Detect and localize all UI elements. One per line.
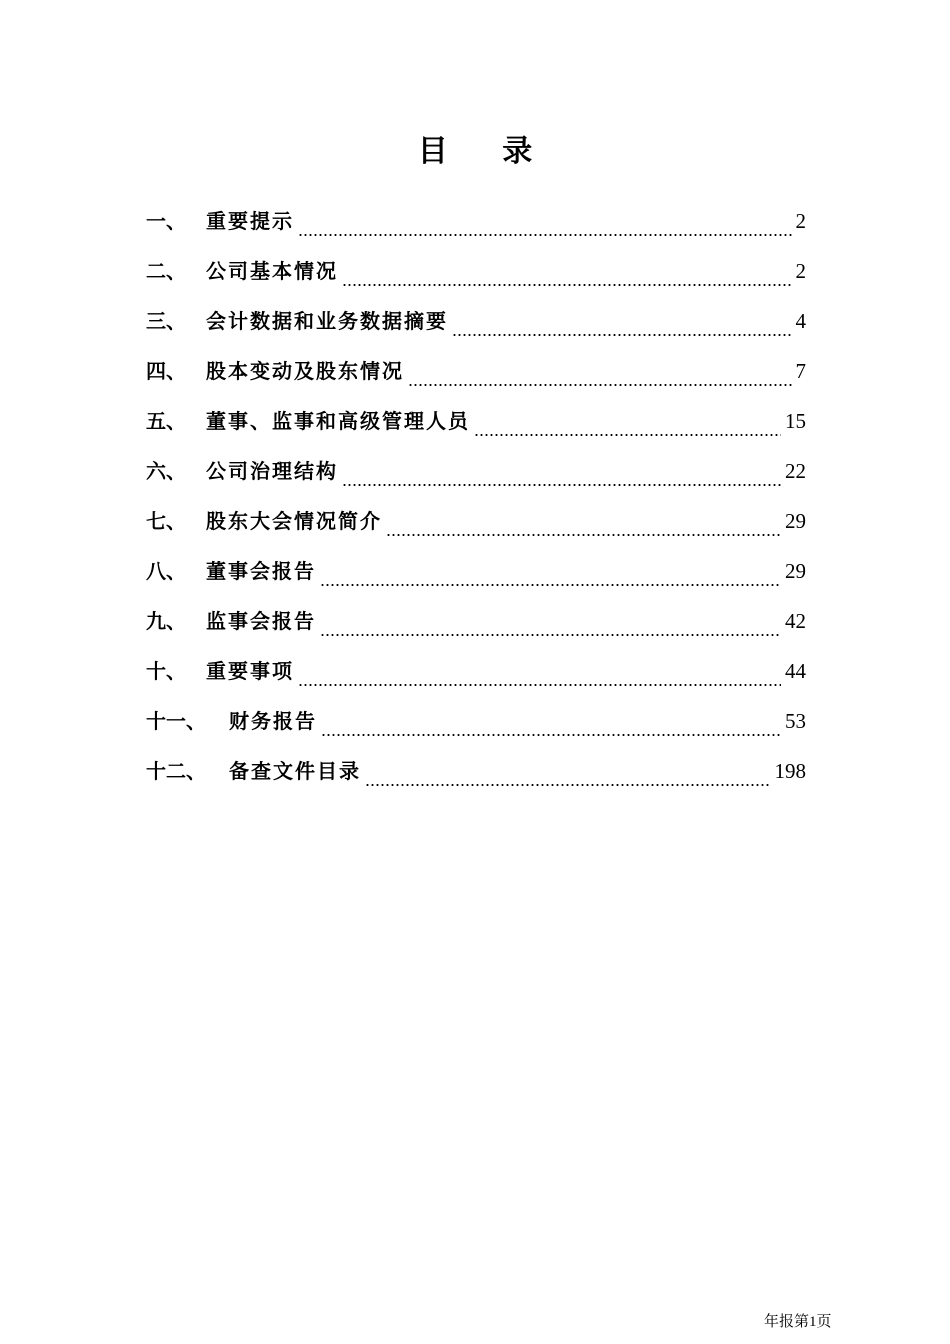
dot-leader — [342, 467, 781, 487]
toc-entry-page: 29 — [785, 559, 806, 583]
toc-entry-number: 十一、 — [146, 709, 206, 733]
toc-entry[interactable] — [146, 496, 806, 546]
page-title: 目 录 — [417, 134, 555, 169]
toc-entry-number: 十、 — [146, 659, 186, 683]
toc-entry[interactable] — [146, 696, 806, 746]
dot-leader — [474, 417, 781, 437]
toc-entry-number: 一、 — [146, 209, 186, 233]
dot-leader — [320, 617, 781, 637]
dot-leader — [386, 517, 781, 537]
dot-leader — [320, 567, 781, 587]
toc-entry-number: 四、 — [146, 359, 186, 383]
toc-entry-page: 198 — [774, 759, 806, 783]
toc-entry[interactable] — [146, 746, 806, 796]
toc-entry-page: 2 — [795, 209, 806, 233]
toc-entry-label: 重要事项 — [206, 659, 294, 683]
toc-entry-label: 监事会报告 — [206, 609, 316, 633]
table-of-contents — [146, 196, 806, 796]
toc-entry-label: 股东大会情况简介 — [206, 509, 382, 533]
toc-entry[interactable] — [146, 246, 806, 296]
toc-entry[interactable] — [146, 596, 806, 646]
toc-entry[interactable] — [146, 296, 806, 346]
toc-entry[interactable] — [146, 546, 806, 596]
dot-leader — [452, 317, 792, 337]
toc-entry-label: 公司基本情况 — [206, 259, 338, 283]
toc-entry[interactable] — [146, 446, 806, 496]
toc-entry[interactable] — [146, 346, 806, 396]
toc-entry-page: 2 — [795, 259, 806, 283]
toc-entry-page: 42 — [785, 609, 806, 633]
toc-entry-number: 六、 — [146, 459, 186, 483]
toc-entry-page: 15 — [785, 409, 806, 433]
toc-entry-page: 7 — [795, 359, 806, 383]
dot-leader — [365, 767, 771, 787]
page-number-footer: 年报第1页 — [764, 1314, 832, 1330]
toc-entry-page: 4 — [795, 309, 806, 333]
toc-entry-label: 财务报告 — [229, 709, 317, 733]
toc-entry-number: 三、 — [146, 309, 186, 333]
dot-leader — [342, 267, 792, 287]
dot-leader — [298, 217, 792, 237]
toc-entry[interactable] — [146, 396, 806, 446]
toc-entry-number: 十二、 — [146, 759, 206, 783]
toc-entry-label: 董事会报告 — [206, 559, 316, 583]
toc-entry-label: 董事、监事和高级管理人员 — [206, 409, 470, 433]
toc-entry-page: 53 — [785, 709, 806, 733]
dot-leader — [298, 667, 781, 687]
toc-entry[interactable] — [146, 196, 806, 246]
toc-entry-number: 九、 — [146, 609, 186, 633]
toc-entry-label: 备查文件目录 — [229, 759, 361, 783]
toc-entry-page: 44 — [785, 659, 806, 683]
toc-entry-number: 八、 — [146, 559, 186, 583]
toc-entry-label: 重要提示 — [206, 209, 294, 233]
toc-entry-label: 会计数据和业务数据摘要 — [206, 309, 448, 333]
toc-entry-page: 29 — [785, 509, 806, 533]
toc-entry-number: 二、 — [146, 259, 186, 283]
toc-entry-page: 22 — [785, 459, 806, 483]
toc-entry-number: 七、 — [146, 509, 186, 533]
toc-entry-label: 股本变动及股东情况 — [206, 359, 404, 383]
dot-leader — [321, 717, 781, 737]
toc-entry-number: 五、 — [146, 409, 186, 433]
toc-entry[interactable] — [146, 646, 806, 696]
toc-entry-label: 公司治理结构 — [206, 459, 338, 483]
dot-leader — [408, 367, 792, 387]
